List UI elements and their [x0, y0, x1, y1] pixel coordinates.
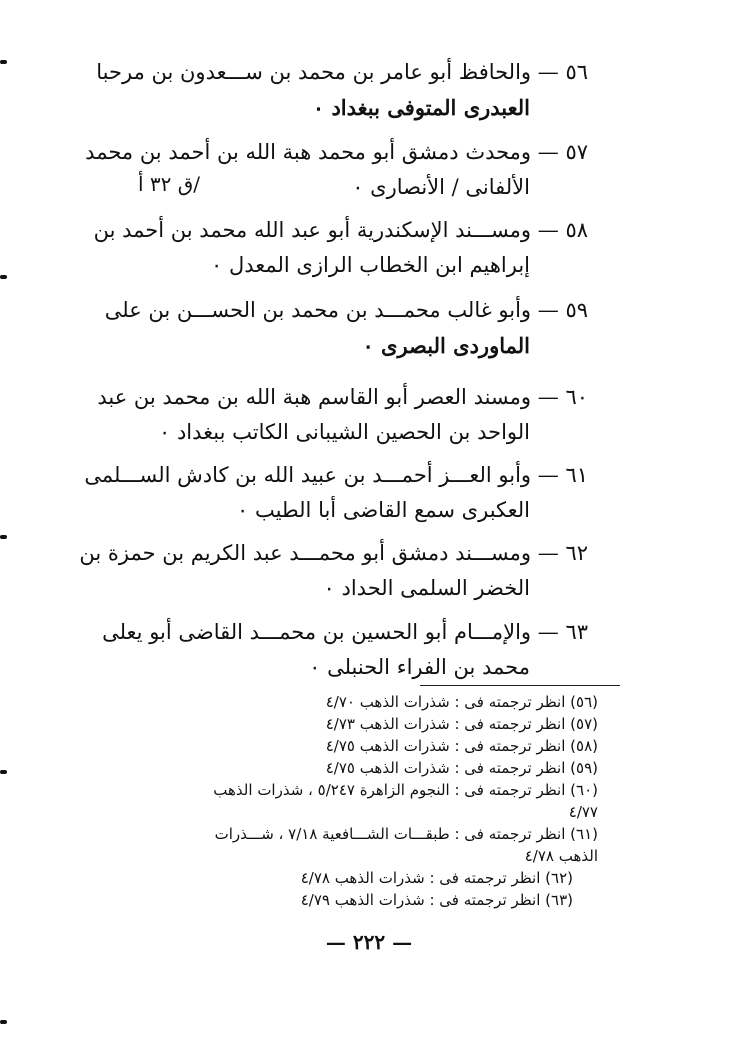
- scan-edge-mark: [0, 770, 7, 774]
- entry-text-line2: إبراهيم ابن الخطاب الرازى المعدل ٠: [210, 253, 530, 277]
- entry-text-line1: وأبو غالب محمـــد بن محمد بن الحســـن بن على: [104, 298, 532, 322]
- entry-text-line1: وأبو العـــز أحمـــد بن عبيد الله بن كادش الســـلمى: [84, 463, 532, 487]
- entry-text-line2: محمد بن الفراء الحنبلى ٠: [309, 655, 530, 679]
- entry-number: ٥٦ —: [537, 60, 588, 84]
- entry-text-line2: الماوردى البصرى ٠: [362, 333, 530, 358]
- entry-number: ٦٣ —: [537, 620, 588, 644]
- entry-63: [102, 615, 588, 685]
- footnote-60: (٦٠) انظر ترجمته فى : النجوم الزاهرة ٥/٢٤٧ ، شذرات الذهب: [213, 781, 598, 799]
- footnote-60-continued: ٤/٧٧: [568, 803, 598, 821]
- footnote-61: (٦١) انظر ترجمته فى : طبقـــات الشـــافعية ٧/١٨ ، شـــذرات: [214, 825, 598, 843]
- entry-61: [84, 458, 588, 528]
- scan-edge-mark: [0, 275, 7, 279]
- manuscript-folio-note: /ق ٣٢ أ: [138, 172, 201, 196]
- entry-text-line2: العكبرى سمع القاضى أبا الطيب ٠: [237, 498, 530, 522]
- footnote-56: (٥٦) انظر ترجمته فى : شذرات الذهب ٤/٧٠: [325, 693, 598, 711]
- entry-number: ٦٠ —: [537, 385, 588, 409]
- footnote-separator: [420, 685, 620, 686]
- entry-text-line1: ومسند العصر أبو القاسم هبة الله بن محمد بن عبد: [97, 385, 532, 409]
- entry-text-line2: الواحد بن الحصين الشيبانى الكاتب ببغداد ٠: [158, 420, 530, 444]
- entry-59: [104, 293, 588, 363]
- entry-number: ٥٧ —: [537, 140, 588, 164]
- footnote-57: (٥٧) انظر ترجمته فى : شذرات الذهب ٤/٧٣: [325, 715, 598, 733]
- entry-text-line2: الألفانى / الأنصارى ٠: [352, 175, 530, 199]
- entry-number: ٥٨ —: [537, 218, 588, 242]
- entry-58: [93, 213, 588, 283]
- entry-text-line2: الخضر السلمى الحداد ٠: [323, 576, 530, 600]
- footnote-63: (٦٣) انظر ترجمته فى : شذرات الذهب ٤/٧٩: [300, 891, 573, 909]
- entry-62: [79, 536, 588, 606]
- scan-edge-mark: [0, 60, 7, 64]
- footnote-62: (٦٢) انظر ترجمته فى : شذرات الذهب ٤/٧٨: [300, 869, 573, 887]
- scan-edge-mark: [0, 535, 7, 539]
- entry-text-line2: العبدرى المتوفى ببغداد ٠: [312, 95, 530, 120]
- footnote-58: (٥٨) انظر ترجمته فى : شذرات الذهب ٤/٧٥: [325, 737, 598, 755]
- footnote-61-continued: الذهب ٤/٧٨: [524, 847, 598, 865]
- entry-text-line1: ومحدث دمشق أبو محمد هبة الله بن أحمد بن محمد: [85, 140, 532, 164]
- entry-text-line1: ومســـند الإسكندرية أبو عبد الله محمد بن أحمد بن: [93, 218, 532, 242]
- entry-text-line1: ومســـند دمشق أبو محمـــد عبد الكريم بن حمزة بن: [79, 541, 532, 565]
- scan-edge-mark: [0, 1020, 7, 1024]
- entry-text-line1: والإمـــام أبو الحسين بن محمـــد القاضى أبو يعلى: [102, 620, 532, 644]
- entry-number: ٥٩ —: [537, 298, 588, 322]
- entry-number: ٦١ —: [537, 463, 588, 487]
- entry-60: [97, 380, 588, 450]
- entry-text-line1: والحافظ أبو عامر بن محمد بن ســـعدون بن مرحبا: [96, 60, 532, 84]
- entry-56: [96, 55, 588, 125]
- footnote-59: (٥٩) انظر ترجمته فى : شذرات الذهب ٤/٧٥: [325, 759, 598, 777]
- entry-number: ٦٢ —: [537, 541, 588, 565]
- page-number: — ٢٢٢ —: [325, 930, 413, 954]
